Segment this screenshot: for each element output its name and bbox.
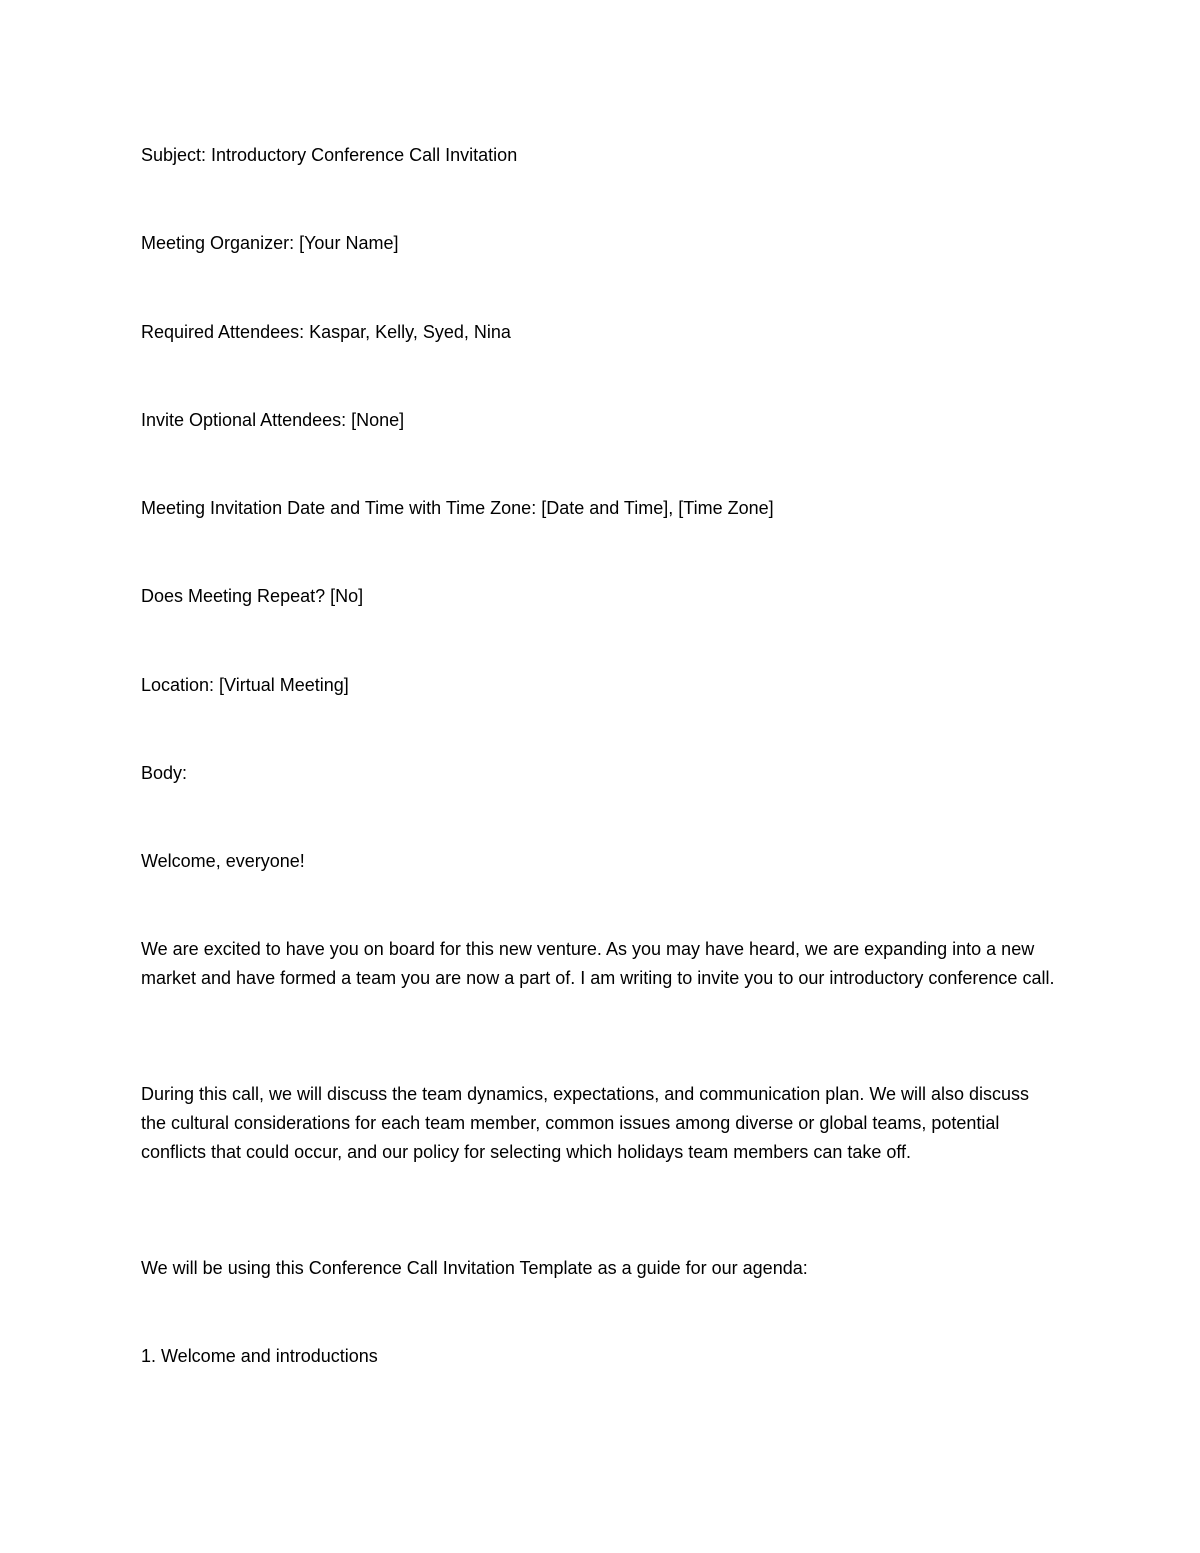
date-time-line: Meeting Invitation Date and Time with Time Zone: [Date and Time], [Time Zone] [141, 498, 774, 518]
repeat-line: Does Meeting Repeat? [No] [141, 586, 364, 606]
location-line: Location: [Virtual Meeting] [141, 675, 349, 695]
body-paragraph-3: We will be using this Conference Call Invitation Template as a guide for our agenda: [141, 1258, 808, 1278]
required-attendees-line: Required Attendees: Kaspar, Kelly, Syed, Nina [141, 322, 511, 342]
body-label: Body: [141, 763, 188, 783]
optional-attendees-line: Invite Optional Attendees: [None] [141, 410, 405, 430]
subject-line: Subject: Introductory Conference Call Invitation [141, 145, 518, 165]
agenda-item: 1. Welcome and introductions [141, 1346, 378, 1366]
organizer-line: Meeting Organizer: [Your Name] [141, 233, 399, 253]
body-paragraph-2: During this call, we will discuss the team dynamics, expectations, and communication plan. We will also discuss the cultural considerations for each team member, common issues among diverse or global teams, potential conflicts that could occur, and our policy for selecting which holidays team members can take off. [141, 1084, 1030, 1162]
body-paragraph-1: We are excited to have you on board for this new venture. As you may have heard, we are expanding into a new market and have formed a team you are now a part of. I am writing to invite you to our introductory conference call. [141, 939, 1055, 988]
greeting-line: Welcome, everyone! [141, 851, 305, 871]
